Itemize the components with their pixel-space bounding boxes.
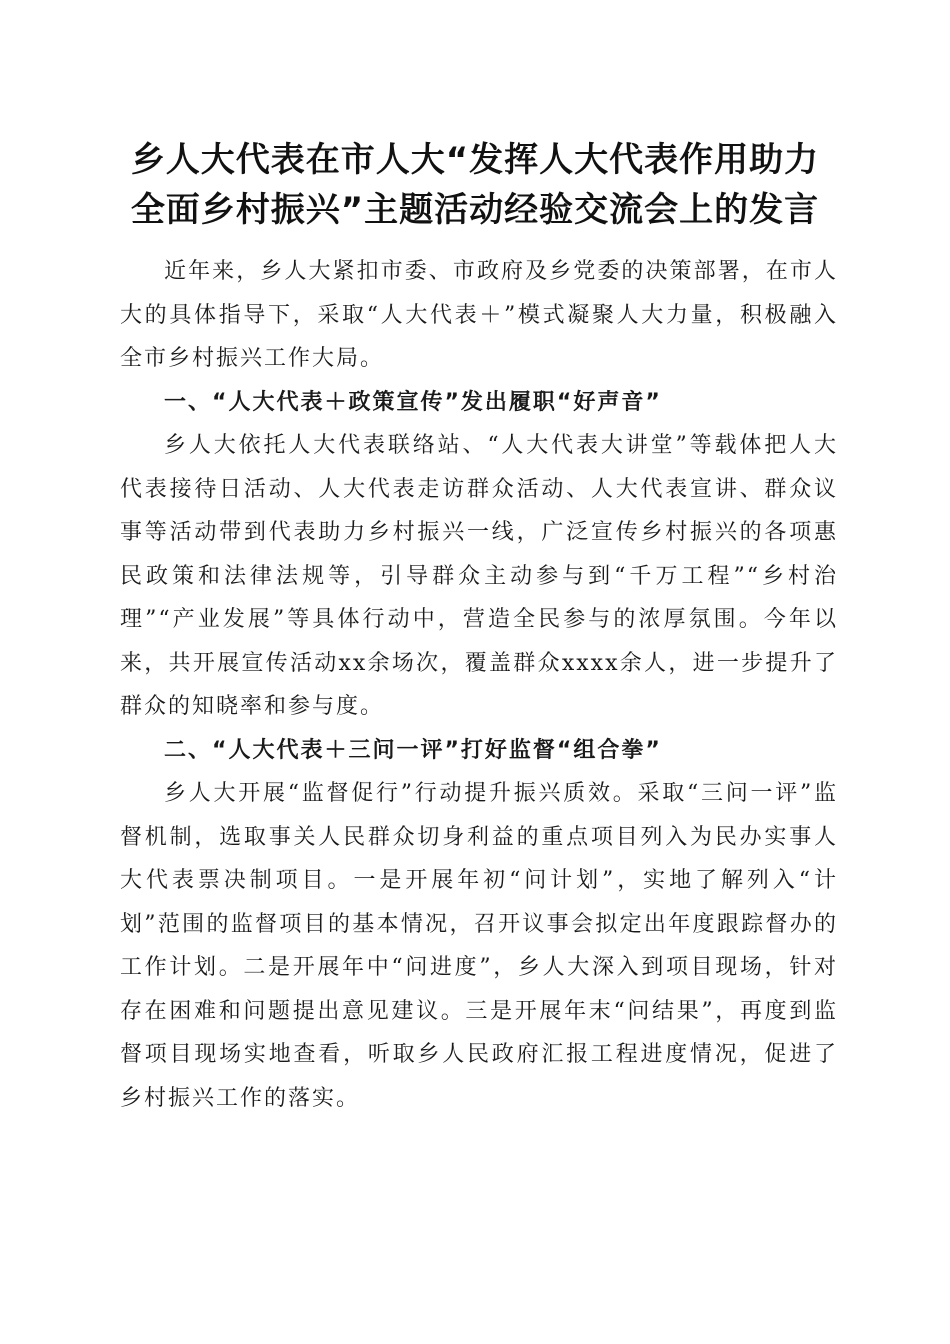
section-1-paragraph: 乡人大依托人大代表联络站、“人大代表大讲堂”等载体把人大代表接待日活动、人大代表走访群众活动、人大代表宣讲、群众议事等活动带到代表助力乡村振兴一线，广泛宣传乡村振兴的各项惠民政策和法律法规等，引导群众主动参与到“千万工程”“乡村治理”“产业发展”等具体行动中，营造全民参与的浓厚氛围。今年以来，共开展宣传活动xx余场次，覆盖群众xxxx余人，进一步提升了群众的知晓率和参与度。 [120,433,838,719]
section-heading-2: 二、“人大代表＋三问一评”打好监督“组合拳” [164,737,662,763]
intro-paragraph: 近年来，乡人大紧扣市委、市政府及乡党委的决策部署，在市人大的具体指导下，采取“人大代表＋”模式凝聚人大力量，积极融入全市乡村振兴工作大局。 [120,259,838,371]
section-2-paragraph: 乡人大开展“监督促行”行动提升振兴质效。采取“三问一评”监督机制，选取事关人民群众切身利益的重点项目列入为民办实事人大代表票决制项目。一是开展年初“问计划”，实地了解列入“计划”范围的监督项目的基本情况，召开议事会拟定出年度跟踪督办的工作计划。二是开展年中“问进度”，乡人大深入到项目现场，针对存在困难和问题提出意见建议。三是开展年末“问结果”，再度到监督项目现场实地查看，听取乡人民政府汇报工程进度情况，促进了乡村振兴工作的落实。 [120,781,838,1111]
document-body [120,250,838,1120]
document-title-line-1: 乡人大代表在市人大“发挥人大代表作用助力 [130,140,820,180]
document-title-line-2: 全面乡村振兴”主题活动经验交流会上的发言 [130,190,820,230]
section-heading-1: 一、“人大代表＋政策宣传”发出履职“好声音” [164,389,662,415]
